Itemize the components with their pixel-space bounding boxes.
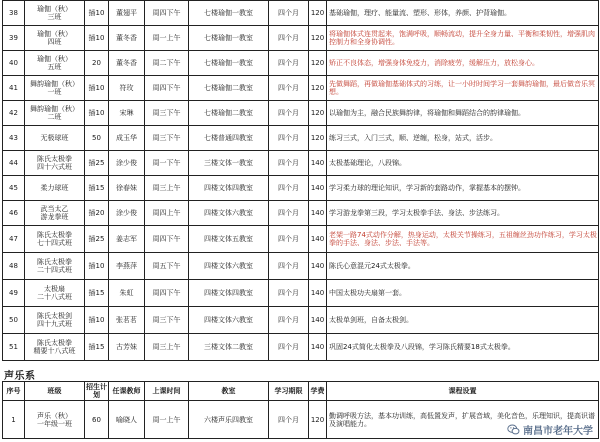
cell-content: 陈氏心意混元24式太极拳。 <box>327 253 599 280</box>
cell-content: 巩固24式简化太极拳及八段锦，学习陈氏精要18式太极拳。 <box>327 334 599 361</box>
table-row <box>3 226 599 253</box>
cell-teacher: 喻晓人 <box>109 401 145 439</box>
section-title-vocal: 声乐系 <box>4 371 36 382</box>
cell-place: 三楼文体二教室 <box>189 334 269 361</box>
cell-type: 插25 <box>85 151 109 176</box>
table-row <box>3 253 599 280</box>
cell-name: 武当太乙 游龙拳班 <box>25 201 85 226</box>
cell-fee: 120 <box>309 51 327 76</box>
cell-name: 陈氏太极拳 四十六式班 <box>25 151 85 176</box>
table-row <box>3 51 599 76</box>
cell-name: 陈氏太极剑 四十九式班 <box>25 307 85 334</box>
watermark <box>504 421 596 438</box>
cell-place: 六楼声乐四教室 <box>189 401 269 439</box>
cell-time: 周二下午 <box>145 51 189 76</box>
cell-type: 插20 <box>85 201 109 226</box>
cell-name: 瑜伽（秋） 五班 <box>25 51 85 76</box>
cell-teacher: 成玉华 <box>109 126 145 151</box>
cell-place: 四楼文体四教室 <box>189 176 269 201</box>
cell-term: 四个月 <box>269 201 309 226</box>
cell-time: 周三下午 <box>145 101 189 126</box>
cell-time: 周三下午 <box>145 307 189 334</box>
table-header-row <box>3 382 599 401</box>
cell-teacher: 朱虹 <box>109 280 145 307</box>
table-row <box>3 307 599 334</box>
cell-no: 47 <box>3 226 25 253</box>
cell-teacher: 宋琳 <box>109 101 145 126</box>
cell-fee: 120 <box>309 76 327 101</box>
header-fee: 学费 <box>309 382 327 401</box>
cell-term: 四个月 <box>269 334 309 361</box>
header-name: 班级 <box>25 382 85 401</box>
cell-time: 周三下午 <box>145 126 189 151</box>
cell-type: 插10 <box>85 76 109 101</box>
cell-term: 四个月 <box>269 226 309 253</box>
cell-place: 四楼文体六教室 <box>189 201 269 226</box>
table-row <box>3 26 599 51</box>
cell-no: 38 <box>3 1 25 26</box>
wechat-icon <box>507 423 520 436</box>
cell-place: 七楼瑜伽一教室 <box>189 51 269 76</box>
cell-name: 陈氏太极拳 精要十八式班 <box>25 334 85 361</box>
cell-place: 七楼瑜伽一教室 <box>189 1 269 26</box>
cell-place: 三楼文体一教室 <box>189 151 269 176</box>
cell-teacher: 张茗茗 <box>109 307 145 334</box>
cell-no: 45 <box>3 176 25 201</box>
cell-content: 学习游龙拳第三段，学习太极拳手法、身法、步法练习。 <box>327 201 599 226</box>
cell-teacher: 董冬香 <box>109 51 145 76</box>
cell-fee: 140 <box>309 253 327 280</box>
cell-name: 陈氏太极拳 七十四式班 <box>25 226 85 253</box>
cell-time: 周四下午 <box>145 280 189 307</box>
cell-place: 七楼瑜伽一教室 <box>189 26 269 51</box>
watermark-text: 南昌市老年大学 <box>523 426 593 437</box>
cell-name: 瑜伽（秋） 四班 <box>25 26 85 51</box>
cell-content: 学习柔力球的理论知识，学习新的套路动作，掌握基本的摆钟。 <box>327 176 599 201</box>
cell-content: 老架一路74式动作分解，热身运动，太极关节操练习，五祖缠丝劲功作练习，学习太极拳的手法、身法、步法、手法等。 <box>327 226 599 253</box>
cell-fee: 140 <box>309 151 327 176</box>
header-term: 学习期限 <box>269 382 309 401</box>
table-row <box>3 101 599 126</box>
cell-term: 四个月 <box>269 401 309 439</box>
cell-term: 四个月 <box>269 307 309 334</box>
cell-name: 舞韵瑜伽（秋） 一班 <box>25 76 85 101</box>
cell-type: 插10 <box>85 26 109 51</box>
cell-teacher: 董冬香 <box>109 26 145 51</box>
cell-type: 插10 <box>85 307 109 334</box>
cell-no: 51 <box>3 334 25 361</box>
cell-type: 50 <box>85 126 109 151</box>
cell-no: 46 <box>3 201 25 226</box>
cell-plan: 60 <box>85 401 109 439</box>
cell-content: 基础瑜伽，理疗、能量流、塑形、形体，养颜、护背瑜伽。 <box>327 1 599 26</box>
cell-teacher: 符玫 <box>109 76 145 101</box>
cell-content: 中国太极功夫扇第一套。 <box>327 280 599 307</box>
cell-no: 1 <box>3 401 25 439</box>
cell-no: 41 <box>3 76 25 101</box>
cell-place: 四楼文体四教室 <box>189 280 269 307</box>
cell-fee: 140 <box>309 334 327 361</box>
cell-time: 周五下午 <box>145 253 189 280</box>
cell-time: 周一下午 <box>145 151 189 176</box>
cell-fee: 120 <box>309 26 327 51</box>
table-row <box>3 76 599 101</box>
cell-time: 周一上午 <box>145 26 189 51</box>
table-row <box>3 280 599 307</box>
cell-place: 四楼文体六教室 <box>189 253 269 280</box>
cell-teacher: 徐春妹 <box>109 176 145 201</box>
cell-no: 49 <box>3 280 25 307</box>
cell-type: 插15 <box>85 280 109 307</box>
cell-content: 矫正不良体态，增强身体免疫力，消除疲劳，缓解压力，放松身心。 <box>327 51 599 76</box>
cell-name: 陈氏太极拳 二十四式班 <box>25 253 85 280</box>
table-row <box>3 1 599 26</box>
cell-type: 插10 <box>85 1 109 26</box>
cell-place: 七楼普通四教室 <box>189 126 269 151</box>
cell-place: 七楼瑜伽二教室 <box>189 101 269 126</box>
cell-fee: 120 <box>309 401 327 439</box>
header-no: 序号 <box>3 382 25 401</box>
cell-type: 插15 <box>85 176 109 201</box>
cell-type: 插15 <box>85 334 109 361</box>
cell-teacher: 姜志军 <box>109 226 145 253</box>
cell-name: 无极球班 <box>25 126 85 151</box>
cell-term: 四个月 <box>269 280 309 307</box>
cell-fee: 120 <box>309 101 327 126</box>
cell-content: 太极基础理论，八段锦。 <box>327 151 599 176</box>
cell-content: 练习三式，入门三式，顺、逆缠，松身，站式，活步。 <box>327 126 599 151</box>
header-time: 上课时间 <box>145 382 189 401</box>
cell-fee: 140 <box>309 280 327 307</box>
cell-name: 柔力球班 <box>25 176 85 201</box>
cell-fee: 140 <box>309 226 327 253</box>
cell-teacher: 董翅平 <box>109 1 145 26</box>
cell-type: 插10 <box>85 253 109 280</box>
cell-time: 周四下午 <box>145 76 189 101</box>
cell-term: 四个月 <box>269 151 309 176</box>
cell-fee: 140 <box>309 201 327 226</box>
cell-time: 周四下午 <box>145 1 189 26</box>
header-place: 教室 <box>189 382 269 401</box>
cell-teacher: 古芳妹 <box>109 334 145 361</box>
table-row <box>3 126 599 151</box>
table-row <box>3 151 599 176</box>
cell-term: 四个月 <box>269 76 309 101</box>
cell-term: 四个月 <box>269 1 309 26</box>
table-row <box>3 334 599 361</box>
cell-fee: 120 <box>309 126 327 151</box>
cell-time: 周四下午 <box>145 226 189 253</box>
course-table <box>2 0 599 361</box>
cell-time: 周三上午 <box>145 334 189 361</box>
cell-fee: 120 <box>309 1 327 26</box>
header-content: 课程设置 <box>327 382 599 401</box>
table-row <box>3 176 599 201</box>
cell-type: 20 <box>85 51 109 76</box>
cell-type: 插25 <box>85 226 109 253</box>
cell-no: 48 <box>3 253 25 280</box>
cell-time: 周四上午 <box>145 201 189 226</box>
cell-teacher: 李燕萍 <box>109 253 145 280</box>
cell-teacher: 涂少俊 <box>109 151 145 176</box>
cell-name: 瑜伽（秋） 三班 <box>25 1 85 26</box>
cell-term: 四个月 <box>269 126 309 151</box>
cell-no: 50 <box>3 307 25 334</box>
cell-no: 43 <box>3 126 25 151</box>
cell-fee: 140 <box>309 176 327 201</box>
cell-term: 四个月 <box>269 51 309 76</box>
cell-place: 七楼瑜伽二教室 <box>189 76 269 101</box>
cell-no: 44 <box>3 151 25 176</box>
header-teacher: 任课教师 <box>109 382 145 401</box>
cell-name: 舞韵瑜伽（秋） 二班 <box>25 101 85 126</box>
header-plan: 招生计划 <box>86 383 107 399</box>
cell-teacher: 涂少俊 <box>109 201 145 226</box>
table-row <box>3 201 599 226</box>
cell-place: 四楼文体五教室 <box>189 226 269 253</box>
cell-content: 太极单剑班，自备太极剑。 <box>327 307 599 334</box>
cell-fee: 140 <box>309 307 327 334</box>
cell-time: 周一上午 <box>145 401 189 439</box>
cell-content: 先做舞蹈，再做瑜伽基础体式的习练，让一小时时间学习一套舞韵瑜伽，最后做音乐冥想。 <box>327 76 599 101</box>
cell-content: 将瑜伽体式连贯起来，饱满呼吸，顺畅流动，提升全身力量、平衡和柔韧性，增强肌肉控制力和全身协调性。 <box>327 26 599 51</box>
cell-type: 插10 <box>85 101 109 126</box>
cell-content: 以瑜伽为主，融合民族舞韵律，将瑜伽和舞蹈结合的韵律瑜伽。 <box>327 101 599 126</box>
cell-term: 四个月 <box>269 101 309 126</box>
cell-no: 39 <box>3 26 25 51</box>
cell-place: 四楼文体六教室 <box>189 307 269 334</box>
cell-no: 42 <box>3 101 25 126</box>
cell-content: 勤调呼吸方法，基本功训练，高低置发声，扩展音域，美化音色，乐理知识，提高识谱及演唱能力。 <box>327 401 599 439</box>
cell-term: 四个月 <box>269 26 309 51</box>
cell-name: 声乐（秋） 一年级一班 <box>25 401 85 439</box>
cell-time: 周三上午 <box>145 176 189 201</box>
cell-name: 太极扇 二十八式班 <box>25 280 85 307</box>
cell-term: 四个月 <box>269 176 309 201</box>
cell-no: 40 <box>3 51 25 76</box>
cell-term: 四个月 <box>269 253 309 280</box>
